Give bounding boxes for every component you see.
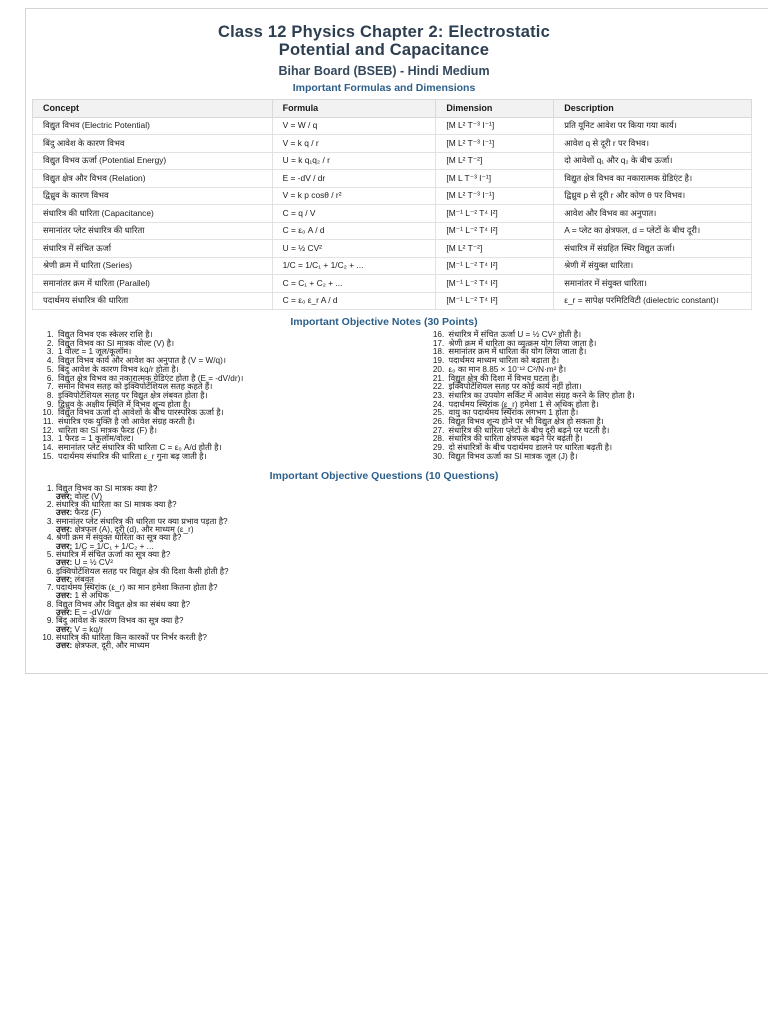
note-item: 25. वायु का पदार्थमय स्थिरांक लगभग 1 होता है। — [447, 409, 768, 418]
header-dimension: Dimension — [436, 100, 554, 118]
questions-block — [34, 485, 594, 651]
note-item: 30. विद्युत विभव ऊर्जा का SI मात्रक जूल (J) है। — [447, 453, 768, 462]
cell-description: ε_r = सापेक्ष परमिटिविटी (dielectric constant)। — [554, 292, 752, 310]
cell-dimension: [M L² T⁻³ I⁻¹] — [436, 135, 554, 153]
question-item — [56, 601, 594, 618]
cell-concept: पदार्थमय संधारित्र की धारिता — [33, 292, 273, 310]
questions-section-heading: Important Objective Questions (10 Questions) — [269, 469, 499, 482]
cell-description: प्रति यूनिट आवेश पर किया गया कार्य। — [554, 117, 752, 135]
question-text: 8. विद्युत विभव और विद्युत क्षेत्र का संबंध क्या है? — [56, 599, 191, 609]
answer-text: E = -dV/dr — [74, 608, 112, 617]
notes-section-heading: Important Objective Notes (30 Points) — [290, 316, 478, 328]
cell-formula: V = k p cosθ / r² — [272, 187, 436, 205]
table-header-row — [33, 100, 752, 118]
formula-table-wrap — [32, 99, 768, 310]
question-item — [56, 534, 594, 551]
cell-formula: E = -dV / dr — [272, 170, 436, 188]
cell-concept: विद्युत विभव ऊर्जा (Potential Energy) — [33, 152, 273, 170]
note-item: 3. 1 वोल्ट = 1 जूल/कूलॉम। — [56, 348, 385, 357]
answer-text: क्षेत्रफल, दूरी, और माध्यम — [74, 641, 150, 651]
table-row — [33, 187, 752, 205]
page-title — [74, 23, 694, 59]
question-item — [56, 584, 594, 601]
answer-label: उत्तर: — [56, 574, 73, 584]
note-item: 19. पदार्थमय माध्यम धारिता को बढ़ाता है। — [447, 357, 768, 366]
cell-concept: विद्युत विभव (Electric Potential) — [33, 117, 273, 135]
question-item — [56, 518, 594, 535]
note-item: 14. समानांतर प्लेट संधारित्र की धारिता C = ε₀ A/d होती है। — [56, 444, 385, 453]
cell-dimension: [M L² T⁻²] — [436, 240, 554, 258]
note-item: 15. पदार्थमय संधारित्र की धारिता ε_r गुना बढ़ जाती है। — [56, 453, 385, 462]
answer-text: वोल्ट (V) — [74, 491, 103, 501]
question-text: 2. संधारित्र की धारिता का SI मात्रक क्या है? — [56, 500, 177, 510]
formula-table — [32, 99, 752, 310]
table-row — [33, 135, 752, 153]
answer-text: 1 से अधिक — [74, 591, 109, 601]
note-item: 23. संधारित्र का उपयोग सर्किट में आवेश संग्रह करने के लिए होता है। — [447, 392, 768, 401]
answer-text: क्षेत्रफल (A), दूरी (d), और माध्यम (ε_r) — [74, 525, 194, 535]
note-item: 8. इक्विपोटेंशियल सतह पर विद्युत क्षेत्र लंबवत होता है। — [56, 392, 385, 401]
question-item — [56, 634, 594, 651]
table-row — [33, 257, 752, 275]
question-text: 4. श्रेणी क्रम में संयुक्त धारिता का सूत्र क्या है? — [56, 533, 182, 543]
table-row — [33, 117, 752, 135]
cell-concept: विद्युत क्षेत्र और विभव (Relation) — [33, 170, 273, 188]
cell-formula: U = k q₁q₂ / r — [272, 152, 436, 170]
cell-concept: संधारित्र की धारिता (Capacitance) — [33, 205, 273, 223]
cell-description: द्विध्रुव p से दूरी r और कोण θ पर विभव। — [554, 187, 752, 205]
answer-text: V = kq/r — [74, 624, 103, 634]
table-row — [33, 275, 752, 293]
cell-formula: C = ε₀ A / d — [272, 222, 436, 240]
cell-formula: C = ε₀ ε_r A / d — [272, 292, 436, 310]
question-text: 10. संधारित्र की धारिता किन कारकों पर निर्भर करती है? — [56, 632, 207, 642]
document-page — [25, 8, 768, 674]
table-row — [33, 240, 752, 258]
note-item: 7. समान विभव सतह को इक्विपोटेंशियल सतह कहते हैं। — [56, 383, 385, 392]
note-item: 12. धारिता का SI मात्रक फैरड (F) है। — [56, 427, 385, 436]
cell-description: संधारित्र में संग्रहित स्थिर विद्युत ऊर्जा। — [554, 240, 752, 258]
answer-label: उत्तर: — [56, 608, 73, 617]
cell-description: आवेश q से दूरी r पर विभव। — [554, 135, 752, 153]
note-item: 24. पदार्थमय स्थिरांक (ε_r) हमेशा 1 से अधिक होता है। — [447, 401, 768, 410]
notes-left-column — [34, 331, 385, 462]
note-item: 29. दो संधारित्रों के बीच पदार्थमय डालने पर धारिता बढ़ती है। — [447, 444, 768, 453]
note-item: 18. समानांतर क्रम में धारिता का योग लिया जाता है। — [447, 348, 768, 357]
note-item: 28. संधारित्र की धारिता क्षेत्रफल बढ़ने पर बढ़ती है। — [447, 435, 768, 444]
cell-formula: 1/C = 1/C₁ + 1/C₂ + ... — [272, 257, 436, 275]
header-concept: Concept — [33, 100, 273, 118]
cell-dimension: [M L² T⁻²] — [436, 152, 554, 170]
note-item: 20. ε₀ का मान 8.85 × 10⁻¹² C²/N·m² है। — [447, 366, 768, 375]
answer-label: उत्तर: — [56, 508, 73, 518]
notes-right-list — [425, 331, 768, 462]
question-text: 5. संधारित्र में संचित ऊर्जा का सूत्र क्या है? — [56, 549, 171, 559]
question-item — [56, 501, 594, 518]
question-item — [56, 551, 594, 568]
cell-dimension: [M⁻¹ L⁻² T⁴ I²] — [436, 292, 554, 310]
cell-dimension: [M⁻¹ L⁻² T⁴ I²] — [436, 205, 554, 223]
question-text: 3. समानांतर प्लेट संधारित्र की धारिता पर क्या प्रभाव पड़ता है? — [56, 516, 228, 526]
cell-description: श्रेणी में संयुक्त धारिता। — [554, 257, 752, 275]
answer-line — [56, 642, 594, 650]
note-item: 11. संधारित्र एक युक्ति है जो आवेश संग्रह करती है। — [56, 418, 385, 427]
header-formula: Formula — [272, 100, 436, 118]
answer-label: उत्तर: — [56, 591, 73, 601]
note-item: 17. श्रेणी क्रम में धारिता का व्युत्क्रम योग लिया जाता है। — [447, 340, 768, 349]
cell-formula: V = k q / r — [272, 135, 436, 153]
cell-dimension: [M⁻¹ L⁻² T⁴ I²] — [436, 257, 554, 275]
question-text: 9. बिंदु आवेश के कारण विभव का सूत्र क्या है? — [56, 616, 184, 626]
questions-list — [34, 485, 594, 651]
cell-description: A = प्लेट का क्षेत्रफल, d = प्लेटों के बीच दूरी। — [554, 222, 752, 240]
cell-dimension: [M⁻¹ L⁻² T⁴ I²] — [436, 275, 554, 293]
note-item: 16. संधारित्र में संचित ऊर्जा U = ½ CV² होती है। — [447, 331, 768, 340]
note-item: 5. बिंदु आवेश के कारण विभव kq/r होता है। — [56, 366, 385, 375]
answer-text: 1/C = 1/C₁ + 1/C₂ + ... — [74, 541, 154, 551]
formula-section-heading: Important Formulas and Dimensions — [292, 82, 476, 94]
note-item: 22. इक्विपोटेंशियल सतह पर कोई कार्य नहीं होता। — [447, 383, 768, 392]
answer-text: U = ½ CV² — [74, 558, 113, 568]
cell-description: आवेश और विभव का अनुपात। — [554, 205, 752, 223]
cell-formula: V = W / q — [272, 117, 436, 135]
answer-label: उत्तर: — [56, 541, 73, 551]
answer-text: फैरड (F) — [74, 508, 102, 518]
cell-formula: C = C₁ + C₂ + ... — [272, 275, 436, 293]
cell-formula: U = ½ CV² — [272, 240, 436, 258]
note-item: 21. विद्युत क्षेत्र की दिशा में विभव घटता है। — [447, 375, 768, 384]
note-item: 6. विद्युत क्षेत्र विभव का नकारात्मक ग्रेडिएंट होता है (E = -dV/dr)। — [56, 375, 385, 384]
answer-text: लंबवत — [74, 574, 94, 584]
cell-description: दो आवेशों q₁ और q₂ के बीच ऊर्जा। — [554, 152, 752, 170]
note-item: 13. 1 फैरड = 1 कूलॉम/वोल्ट। — [56, 435, 385, 444]
note-item: 9. द्विध्रुव के अक्षीय स्थिति में विभव शून्य होता है। — [56, 401, 385, 410]
cell-dimension: [M L² T⁻³ I⁻¹] — [436, 117, 554, 135]
cell-concept: संधारित्र में संचित ऊर्जा — [33, 240, 273, 258]
cell-concept: बिंदु आवेश के कारण विभव — [33, 135, 273, 153]
note-item: 10. विद्युत विभव ऊर्जा दो आवेशों के बीच पारस्परिक ऊर्जा है। — [56, 409, 385, 418]
table-row — [33, 292, 752, 310]
title-line-2: Potential and Capacitance — [278, 41, 490, 59]
answer-label: उत्तर: — [56, 641, 73, 651]
cell-dimension: [M⁻¹ L⁻² T⁴ I²] — [436, 222, 554, 240]
document-content — [43, 23, 768, 651]
notes-left-list — [34, 331, 385, 462]
question-text: 7. पदार्थमय स्थिरांक (ε_r) का मान हमेशा कितना होता है? — [56, 583, 218, 593]
question-text: 6. इक्विपोटेंशियल सतह पर विद्युत क्षेत्र की दिशा कैसी होती है? — [56, 566, 229, 576]
note-item: 26. विद्युत विभव शून्य होने पर भी विद्युत क्षेत्र हो सकता है। — [447, 418, 768, 427]
header-description: Description — [554, 100, 752, 118]
question-item — [56, 617, 594, 634]
formula-table-body — [33, 117, 752, 310]
answer-label: उत्तर: — [56, 624, 73, 634]
cell-dimension: [M L T⁻³ I⁻¹] — [436, 170, 554, 188]
cell-formula: C = q / V — [272, 205, 436, 223]
notes-columns — [34, 331, 768, 462]
answer-label: उत्तर: — [56, 491, 73, 501]
question-item — [56, 568, 594, 585]
cell-concept: समानांतर प्लेट संधारित्र की धारिता — [33, 222, 273, 240]
answer-label: उत्तर: — [56, 525, 73, 535]
table-row — [33, 222, 752, 240]
table-row — [33, 205, 752, 223]
answer-label: उत्तर: — [56, 558, 73, 568]
cell-description: विद्युत क्षेत्र विभव का नकारात्मक ग्रेडिएंट है। — [554, 170, 752, 188]
cell-description: समानांतर में संयुक्त धारिता। — [554, 275, 752, 293]
note-item: 4. विद्युत विभव कार्य और आवेश का अनुपात है (V = W/q)। — [56, 357, 385, 366]
table-row — [33, 170, 752, 188]
page-subtitle: Bihar Board (BSEB) - Hindi Medium — [278, 64, 490, 78]
cell-concept: द्विध्रुव के कारण विभव — [33, 187, 273, 205]
note-item: 27. संधारित्र की धारिता प्लेटों के बीच दूरी बढ़ने पर घटती है। — [447, 427, 768, 436]
title-line-1: Class 12 Physics Chapter 2: Electrostatic — [218, 23, 550, 41]
cell-dimension: [M L² T⁻³ I⁻¹] — [436, 187, 554, 205]
cell-concept: समानांतर क्रम में धारिता (Parallel) — [33, 275, 273, 293]
note-item: 1. विद्युत विभव एक स्केलर राशि है। — [56, 331, 385, 340]
cell-concept: श्रेणी क्रम में धारिता (Series) — [33, 257, 273, 275]
question-text: 1. विद्युत विभव का SI मात्रक क्या है? — [56, 483, 158, 493]
table-row — [33, 152, 752, 170]
note-item: 2. विद्युत विभव का SI मात्रक वोल्ट (V) है। — [56, 340, 385, 349]
question-item — [56, 485, 594, 502]
notes-right-column — [425, 331, 768, 462]
